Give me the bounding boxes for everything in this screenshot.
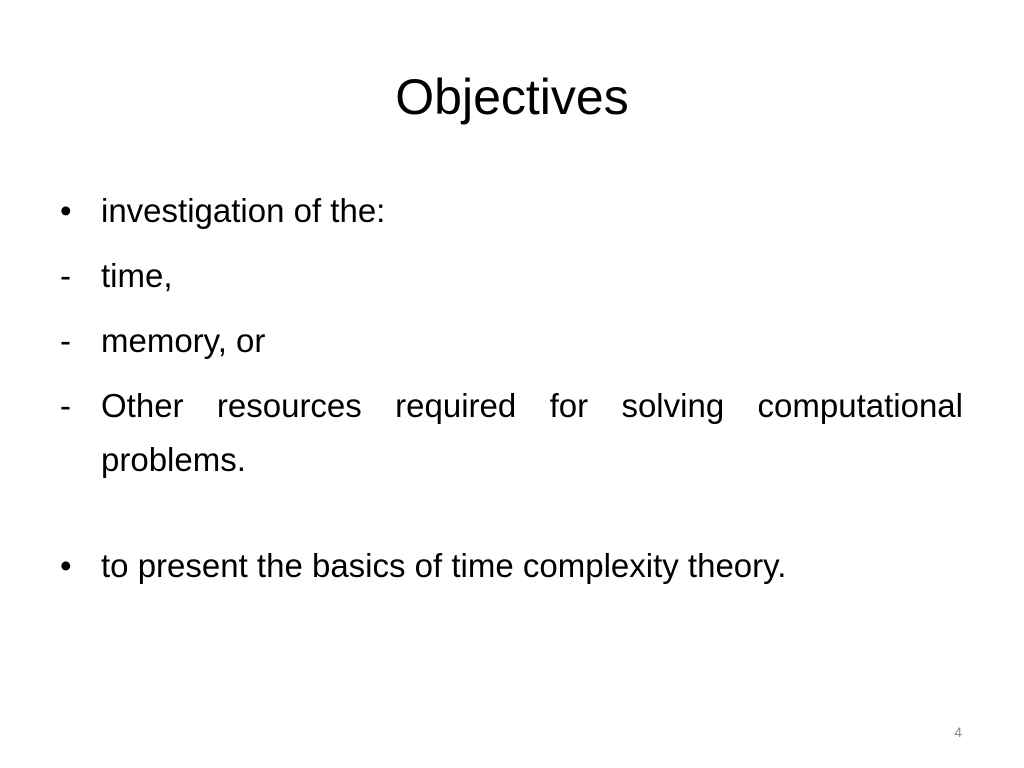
bullet-text: to present the basics of time complexity theory. [101,547,787,584]
dash-icon: - [60,387,71,424]
dash-icon: - [60,322,71,359]
bullet-item [60,539,963,593]
slide-content [60,184,963,604]
dash-item [60,314,963,368]
bullet-item [60,184,963,238]
bullet-text: investigation of the: [101,192,386,229]
slide-title: Objectives [395,69,629,125]
dash-text: time, [101,257,173,294]
dash-item [60,249,963,303]
dash-text: Other resources required for solving computational problems. [101,387,963,478]
dash-item [60,379,963,487]
page-number: 4 [954,724,962,740]
dash-text: memory, or [101,322,266,359]
bullet-icon: • [60,547,72,584]
bullet-icon: • [60,192,72,229]
dash-icon: - [60,257,71,294]
